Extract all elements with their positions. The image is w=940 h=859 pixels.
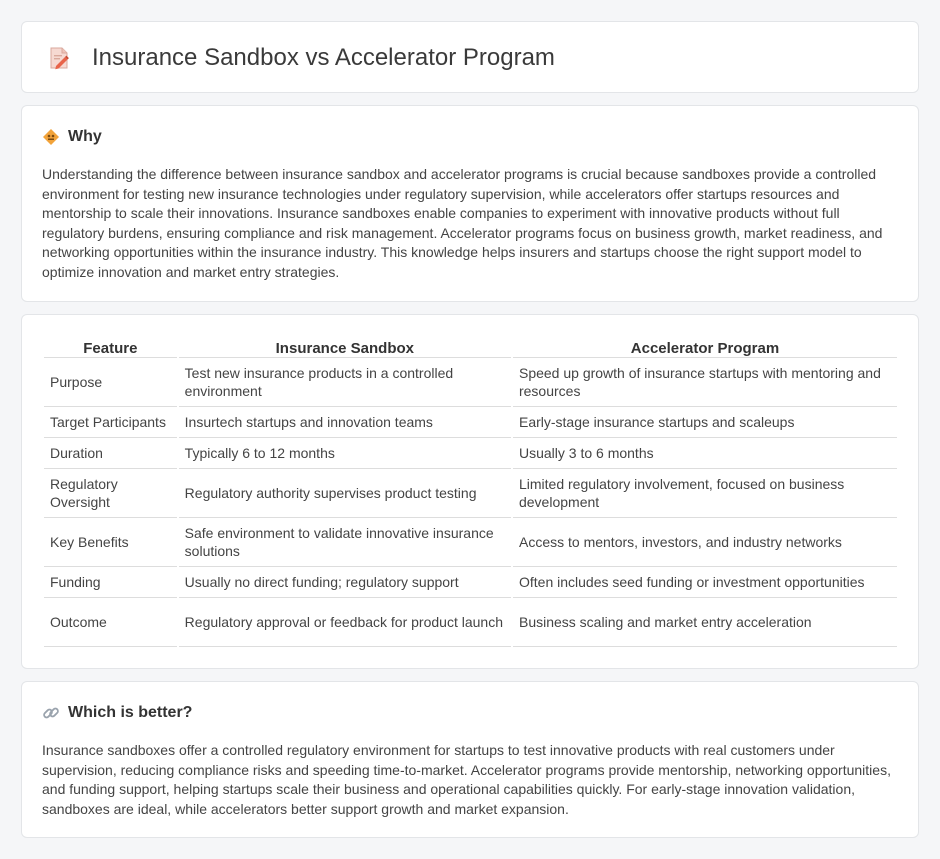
accelerator-cell: Business scaling and market entry acceleration xyxy=(513,598,897,647)
table-header-row xyxy=(44,337,897,358)
feature-cell: Purpose xyxy=(44,358,177,407)
title-row xyxy=(46,44,555,72)
accelerator-cell: Limited regulatory involvement, focused on business development xyxy=(513,469,897,518)
comparison-card xyxy=(21,314,919,669)
link-icon xyxy=(42,704,60,722)
diamond-sign-icon xyxy=(42,128,60,146)
better-heading: Which is better? xyxy=(68,704,193,721)
why-heading: Why xyxy=(68,128,102,145)
sandbox-cell: Usually no direct funding; regulatory support xyxy=(179,567,511,598)
feature-cell: Funding xyxy=(44,567,177,598)
accelerator-cell: Often includes seed funding or investment opportunities xyxy=(513,567,897,598)
comparison-table xyxy=(42,337,899,647)
accelerator-cell: Early-stage insurance startups and scaleups xyxy=(513,407,897,438)
feature-cell: Target Participants xyxy=(44,407,177,438)
why-heading-row xyxy=(42,128,102,146)
table-row xyxy=(44,469,897,518)
better-paragraph: Insurance sandboxes offer a controlled regulatory environment for startups to test innovative products with real customers under supervision, reducing compliance risks and speeding time-to-market. Accelerator programs provide mentorship, networking opportunities, and funding support, helping startups scale their business and operational capabilities quickly. For early-stage innovation validation, sandboxes are ideal, while accelerators better support growth and market expansion. xyxy=(42,742,891,817)
table-row xyxy=(44,518,897,567)
why-card xyxy=(21,105,919,302)
why-paragraph: Understanding the difference between insurance sandbox and accelerator programs is crucial because sandboxes provide a controlled environment for testing new insurance technologies under regulatory supervision, while accelerators offer startups resources and mentorship to scale their innovations. Insurance sandboxes enable companies to experiment with innovative products without full regulatory burdens, ensuring compliance and risk management. Accelerator programs focus on business growth, market readiness, and networking opportunities within the insurance industry. This knowledge helps insurers and startups choose the right support model to optimize innovation and market entry strategies. xyxy=(42,166,883,280)
which-is-better-card xyxy=(21,681,919,838)
sandbox-cell: Regulatory authority supervises product testing xyxy=(179,469,511,518)
title-card xyxy=(21,21,919,93)
accelerator-cell: Speed up growth of insurance startups with mentoring and resources xyxy=(513,358,897,407)
feature-cell: Key Benefits xyxy=(44,518,177,567)
table-row xyxy=(44,598,897,647)
sandbox-cell: Typically 6 to 12 months xyxy=(179,438,511,469)
sandbox-cell: Safe environment to validate innovative insurance solutions xyxy=(179,518,511,567)
feature-cell: Duration xyxy=(44,438,177,469)
sandbox-cell: Insurtech startups and innovation teams xyxy=(179,407,511,438)
table-row xyxy=(44,438,897,469)
page-title: Insurance Sandbox vs Accelerator Program xyxy=(92,44,555,71)
table-row xyxy=(44,358,897,407)
table-row xyxy=(44,567,897,598)
feature-cell: Outcome xyxy=(44,598,177,647)
accelerator-cell: Access to mentors, investors, and industry networks xyxy=(513,518,897,567)
header-feature: Feature xyxy=(44,337,177,358)
table-row xyxy=(44,407,897,438)
header-accelerator-program: Accelerator Program xyxy=(513,337,897,358)
sandbox-cell: Regulatory approval or feedback for product launch xyxy=(179,598,511,647)
accelerator-cell: Usually 3 to 6 months xyxy=(513,438,897,469)
sandbox-cell: Test new insurance products in a controlled environment xyxy=(179,358,511,407)
better-heading-row xyxy=(42,704,192,722)
header-insurance-sandbox: Insurance Sandbox xyxy=(179,337,511,358)
feature-cell: Regulatory Oversight xyxy=(44,469,177,518)
document-pencil-icon xyxy=(46,45,72,71)
